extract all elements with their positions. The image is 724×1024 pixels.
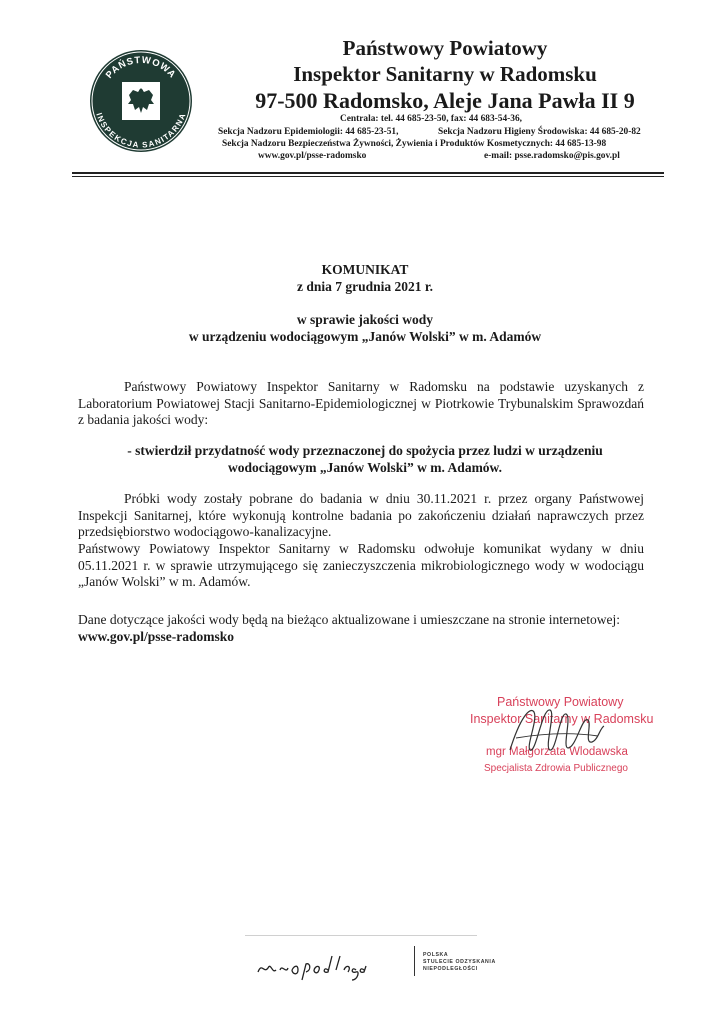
stamp-line1: Państwowy Powiatowy xyxy=(497,695,624,709)
hygiene-section-phone: Sekcja Nadzoru Higieny Środowiska: 44 685-20-82 xyxy=(438,127,641,137)
centrala-phone: Centrala: tel. 44 685-23-50, fax: 44 683-54-36, xyxy=(340,114,522,124)
notice-subject-line1: w sprawie jakości wody xyxy=(296,312,434,327)
header-divider-thin xyxy=(72,176,664,177)
footer-centenary: STULECIE ODZYSKANIA xyxy=(423,959,496,965)
institution-address: 97-500 Radomsko, Aleje Jana Pawła II 9 xyxy=(255,88,635,113)
food-safety-section-phone: Sekcja Nadzoru Bezpieczeństwa Żywności, Żywienia i Produktów Kosmetycznych: 44 685-13-98 xyxy=(222,139,607,149)
footer-independence: NIEPODLEGŁOŚCI xyxy=(423,966,478,972)
niepodlegla-logo xyxy=(252,944,414,984)
notice-title: KOMUNIKAT xyxy=(321,262,409,277)
footer-separator xyxy=(414,946,415,976)
logo-text-bottom: INSPEKCJA SANITARNA xyxy=(94,111,188,150)
stamp-line2: Inspektor Sanitarny w Radomsku xyxy=(470,712,654,726)
handwritten-signature xyxy=(500,698,610,764)
stamp-line3: mgr Małgorzata Wlodawska xyxy=(486,746,628,758)
epidemiology-section-phone: Sekcja Nadzoru Epidemiologii: 44 685-23-51, xyxy=(218,127,399,137)
notice-date: z dnia 7 grudnia 2021 r. xyxy=(296,279,434,294)
paragraph-revocation: Państwowy Powiatowy Inspektor Sanitarny w Radomsku odwołuje komunikat wydany w dniu 05.11.2021 r. w sprawie utrzymującego się zanieczyszczenia mikrobiologicznego wody w wodociągu „Janów Wolski” w m. Adamów. xyxy=(78,541,644,589)
updates-website[interactable]: www.gov.pl/psse-radomsko xyxy=(78,629,235,644)
notice-subject-line2: w urządzeniu wodociągowym „Janów Wolski” w m. Adamów xyxy=(188,329,542,344)
state-sanitary-inspection-logo xyxy=(88,48,194,154)
website-link[interactable]: www.gov.pl/psse-radomsko xyxy=(258,151,367,161)
institution-name-line2: Inspektor Sanitarny w Radomsku xyxy=(293,62,597,86)
paragraph-sampling: Próbki wody zostały pobrane do badania w dniu 30.11.2021 r. przez organy Państwowej Inspekcji Sanitarnej, które wykonują kontrolne badania po zakończeniu działań naprawczych przez przedsiębiorstwo wodociągowo-kanalizacyjne. xyxy=(78,491,644,539)
stamp-line4: Specjalista Zdrowia Publicznego xyxy=(484,763,628,774)
logo-text-top: PAŃSTWOWA xyxy=(103,54,179,81)
institution-name-line1: Państwowy Powiatowy xyxy=(342,36,548,60)
finding-line1: - stwierdził przydatność wody przeznaczonej do spożycia przez ludzi w urządzeniu xyxy=(127,443,603,458)
paragraph-updates: Dane dotyczące jakości wody będą na bieżąco aktualizowane i umieszczane na stronie internetowej: xyxy=(78,612,621,627)
paragraph-basis: Państwowy Powiatowy Inspektor Sanitarny w Radomsku na podstawie uzyskanych z Laboratorium Powiatowej Stacji Sanitarno-Epidemiologicznej w Piotrkowie Trybunalskim Sprawozdań z badania jakości wody: xyxy=(78,379,644,427)
footer-polska: POLSKA xyxy=(423,952,449,958)
footer-divider xyxy=(245,935,477,936)
header-divider-thick xyxy=(72,172,664,174)
email-address[interactable]: e-mail: psse.radomsko@pis.gov.pl xyxy=(484,151,620,161)
finding-line2: wodociągowym „Janów Wolski” w m. Adamów. xyxy=(228,460,502,475)
